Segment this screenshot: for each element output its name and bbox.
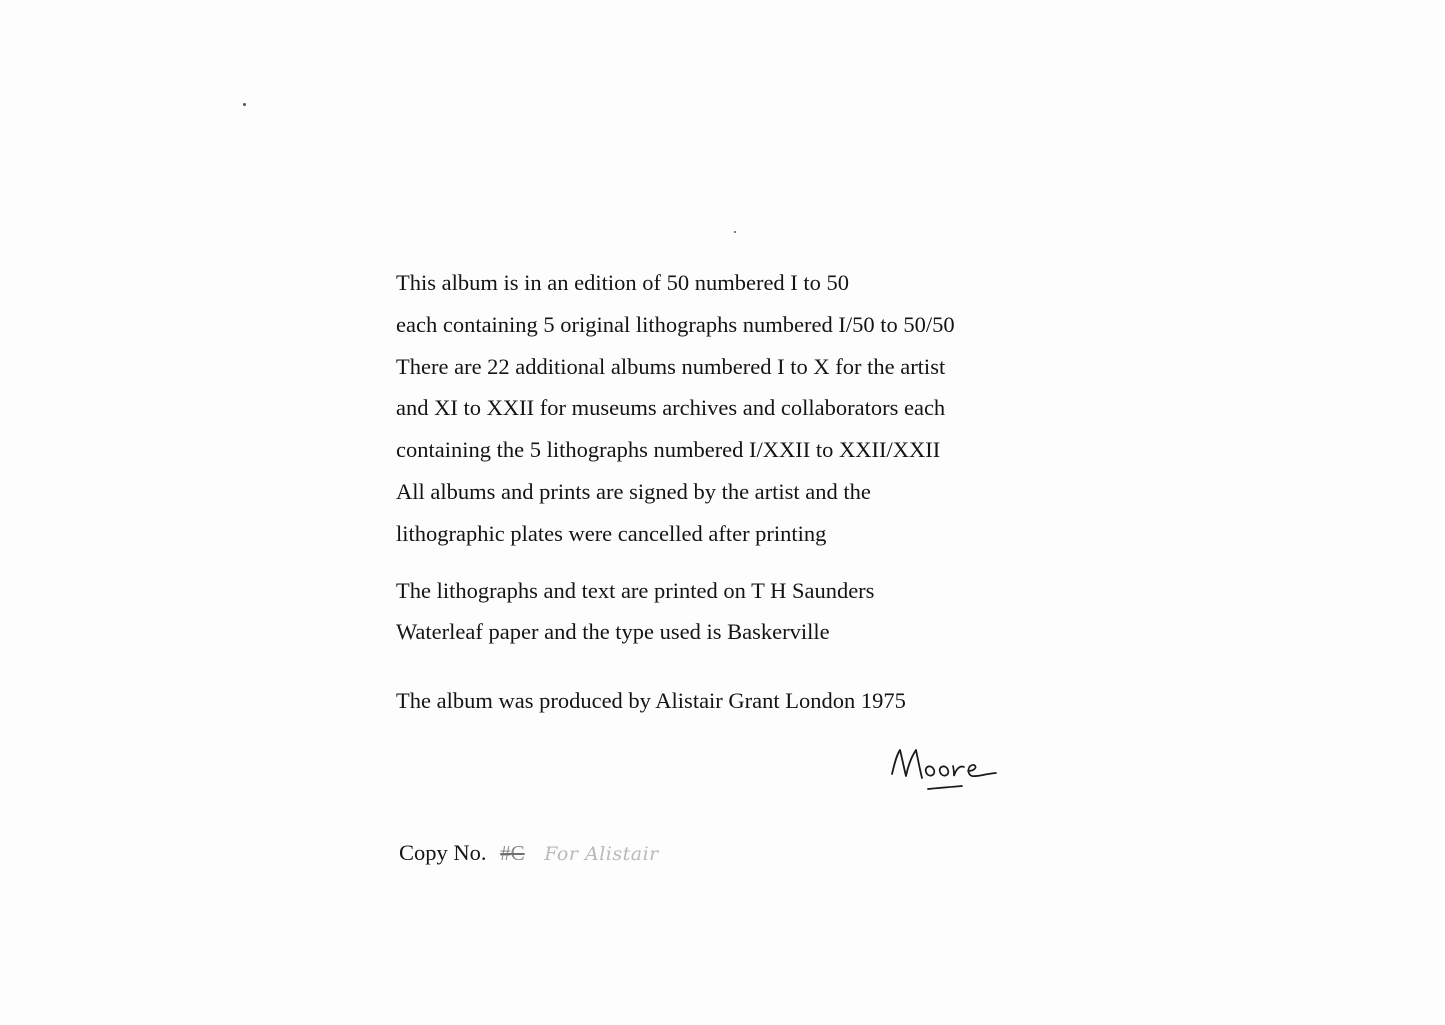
text-line: The album was produced by Alistair Grant London 1975 [396,688,906,714]
text-line: The lithographs and text are printed on T H Saunders [396,577,875,603]
artist-signature [888,742,1008,798]
text-line: and XI to XXII for museums archives and collaborators each [396,395,946,421]
text-line: containing the 5 lithographs numbered I/XXII to XXII/XXII [396,437,941,463]
paper-speck [734,231,736,233]
colophon-text [396,262,1116,722]
text-line: each containing 5 original lithographs numbered I/50 to 50/50 [396,311,955,337]
production-paragraph [396,680,1116,722]
text-line: lithographic plates were cancelled after printing [396,520,827,546]
text-line: This album is in an edition of 50 numbered I to 50 [396,270,850,295]
text-line: There are 22 additional albums numbered I to X for the artist [396,353,946,379]
handwritten-dedication: For Alistair [544,843,659,865]
copy-number-line [399,833,659,874]
struck-copy-number: #C [500,841,525,865]
paper-paragraph [396,570,1116,654]
edition-paragraph [396,262,1116,555]
text-line: Waterleaf paper and the type used is Baskerville [396,619,830,645]
copy-label: Copy No. [399,840,487,865]
paper-speck [243,103,246,106]
text-line: All albums and prints are signed by the artist and the [396,478,871,504]
